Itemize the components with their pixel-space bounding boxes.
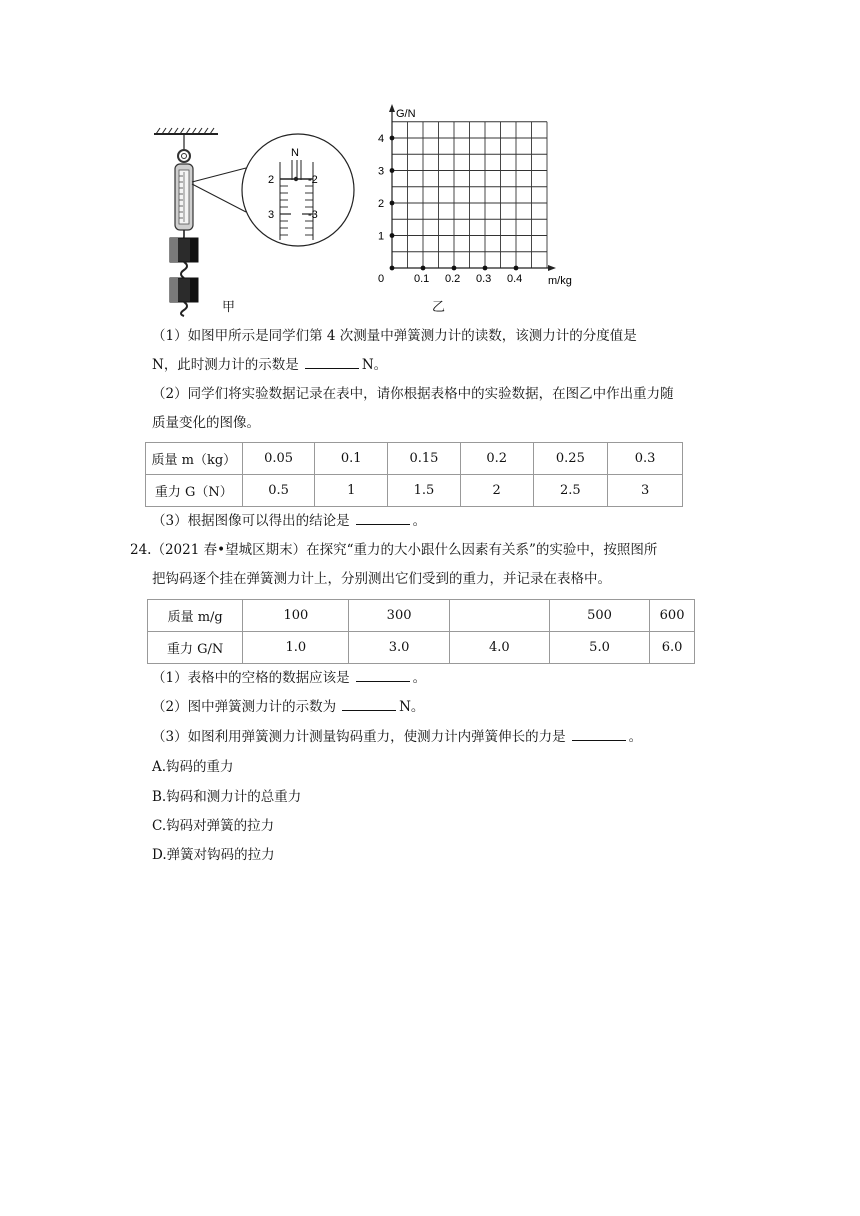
table-cell: 2: [460, 475, 533, 507]
q23-data-table: [145, 442, 683, 507]
figure-jia-caption: 甲: [222, 300, 236, 315]
q24-part2-text-a: （2）图中弹簧测力计的示数为: [152, 699, 337, 715]
weight-lower: [170, 278, 198, 316]
q23-part3-text-a: （3）根据图像可以得出的结论是: [152, 513, 350, 529]
q24-part2-blank: [342, 698, 396, 711]
table-cell: 重力 G（N）: [146, 475, 243, 507]
scale-ring: [178, 150, 190, 162]
table-cell: 质量 m（kg）: [146, 443, 243, 475]
x-tick-label: 0.4: [507, 273, 523, 285]
y-tick-dot: [390, 233, 395, 238]
q24-part1-text-a: （1）表格中的空格的数据应该是: [152, 670, 350, 686]
table-cell: 600: [650, 600, 695, 632]
table-cell: 6.0: [650, 632, 695, 664]
x-tick-dot: [514, 266, 519, 271]
table-row: [146, 443, 683, 475]
q23-part3-blank: [356, 512, 410, 525]
weight-upper: [170, 238, 198, 278]
q23-part1-text-a: N，此时测力计的示数是: [152, 357, 299, 373]
table-row: [148, 600, 695, 632]
q23-part3-text-b: 。: [412, 513, 427, 529]
q24-part1-text-b: 。: [412, 670, 427, 686]
table-cell: 0.3: [608, 443, 683, 475]
y-axis-label: G/N: [396, 108, 416, 120]
y-tick-label: 3: [378, 165, 385, 178]
q24-option-c: C.钩码对弹簧的拉力: [152, 818, 275, 834]
table-cell: 500: [549, 600, 649, 632]
table-row: [148, 632, 695, 664]
y-axis-arrow: [389, 104, 395, 112]
chart-grid: [392, 122, 547, 268]
table-cell: 2.5: [533, 475, 608, 507]
x-tick-label: 0.3: [476, 273, 492, 285]
q23-part2-line1: （2）同学们将实验数据记录在表中，请你根据表格中的实验数据，在图乙中作出重力随: [152, 386, 674, 402]
table-cell: 0.25: [533, 443, 608, 475]
table-cell: 4.0: [449, 632, 549, 664]
y-tick-label: 1: [378, 230, 385, 243]
table-cell: 3.0: [349, 632, 449, 664]
figure-jia: [148, 120, 363, 320]
q24-option-a: A.钩码的重力: [152, 759, 234, 775]
x-tick-dot: [452, 266, 457, 271]
q24-option-d: D.弹簧对钩码的拉力: [152, 847, 275, 863]
table-cell: 0.1: [315, 443, 388, 475]
q23-part1-line1: （1）如图甲所示是同学们第 4 次测量中弹簧测力计的读数，该测力计的分度值是: [152, 328, 637, 344]
table-cell: 0.05: [242, 443, 315, 475]
q24-part3-text-a: （3）如图利用弹簧测力计测量钩码重力，使测力计内弹簧伸长的力是: [152, 729, 566, 745]
y-tick-dot: [390, 168, 395, 173]
x-tick-dot: [483, 266, 488, 271]
chart-axes: [389, 104, 556, 271]
q24-data-table: [147, 599, 695, 664]
magnified-right-3: -3: [308, 209, 318, 221]
table-cell: 0.5: [242, 475, 315, 507]
ceiling-hatch: [154, 128, 218, 134]
x-tick-label: 0.2: [445, 273, 461, 285]
q23-part1-text-b: N。: [361, 357, 388, 373]
y-tick-dot: [390, 136, 395, 141]
q24-part3: [152, 727, 642, 747]
x-axis-arrow: [548, 265, 556, 271]
q24-part2-text-b: N。: [399, 699, 425, 715]
q24-part3-text-b: 。: [628, 729, 643, 745]
table-cell: 重力 G/N: [148, 632, 243, 664]
q24-header-line2: 把钩码逐个挂在弹簧测力计上，分别测出它们受到的重力，并记录在表格中。: [152, 571, 611, 587]
table-cell: [449, 600, 549, 632]
q24-header-line1: 24.（2021 春•望城区期末）在探究“重力的大小跟什么因素有关系”的实验中，按照图所: [130, 542, 658, 558]
magnified-left-3: 3: [268, 209, 275, 221]
q24-part2: [152, 697, 424, 717]
table-cell: 1.5: [388, 475, 461, 507]
x-tick-label: 0.1: [414, 273, 430, 285]
magnified-right-2: -2: [308, 174, 318, 186]
q24-part3-blank: [572, 728, 626, 741]
spring-scale: [175, 164, 193, 230]
table-cell: 5.0: [549, 632, 649, 664]
origin-dot: [390, 266, 395, 271]
y-tick-dot: [390, 201, 395, 206]
q23-part1-line2: [152, 355, 387, 375]
q23-part1-blank: [305, 356, 359, 369]
q23-part3: [152, 511, 426, 531]
magnified-left-2: 2: [268, 174, 275, 186]
y-tick-label: 2: [378, 198, 385, 210]
table-cell: 3: [608, 475, 683, 507]
x-axis-label: m/kg: [548, 275, 572, 287]
table-cell: 1.0: [243, 632, 349, 664]
q23-part2-line2: 质量变化的图像。: [152, 415, 260, 431]
q24-option-b: B.钩码和测力计的总重力: [152, 789, 302, 805]
table-cell: 0.2: [460, 443, 533, 475]
magnified-unit-label: N: [291, 147, 299, 159]
table-cell: 100: [243, 600, 349, 632]
q24-part1-blank: [356, 669, 410, 682]
origin-label: 0: [378, 273, 385, 285]
table-cell: 1: [315, 475, 388, 507]
figure-yi-chart: [360, 100, 600, 300]
table-row: [146, 475, 683, 507]
figure-yi-caption: 乙: [432, 300, 446, 315]
table-cell: 300: [349, 600, 449, 632]
x-tick-dot: [421, 266, 426, 271]
table-cell: 0.15: [388, 443, 461, 475]
y-tick-label: 4: [378, 133, 385, 145]
q24-part1: [152, 668, 426, 688]
table-cell: 质量 m/g: [148, 600, 243, 632]
